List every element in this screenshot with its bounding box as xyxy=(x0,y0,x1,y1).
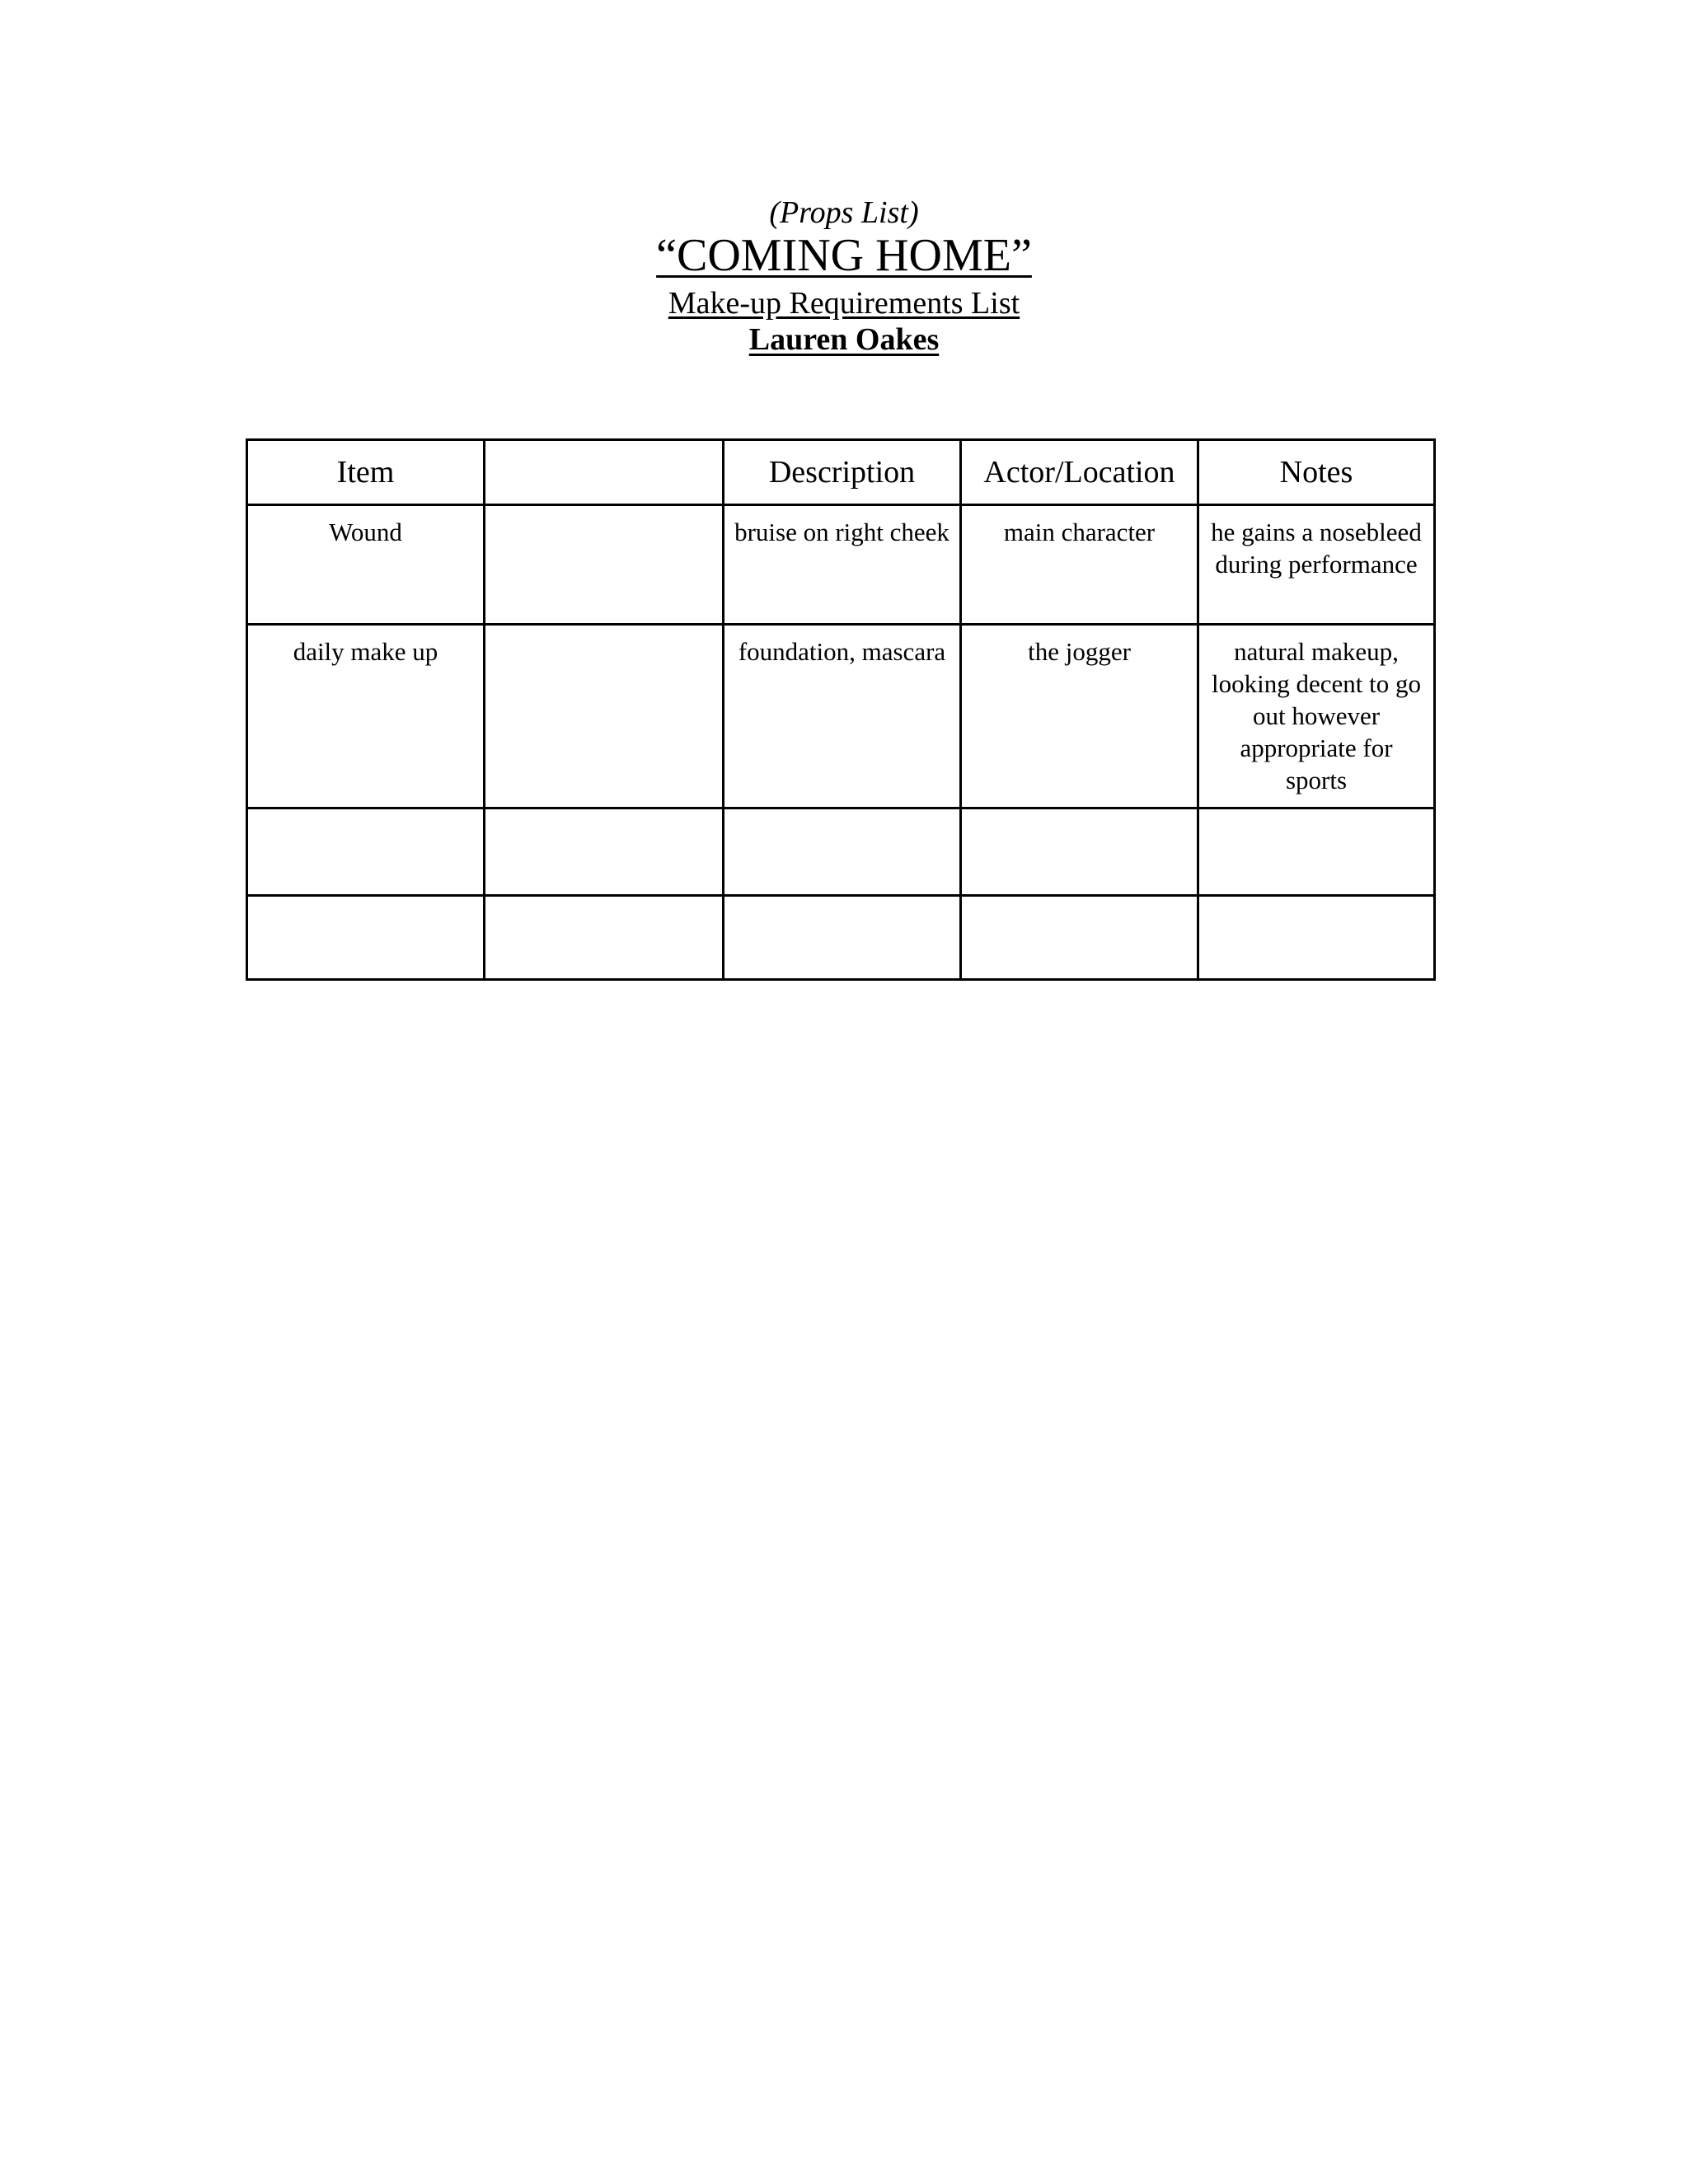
cell-actor-location: the jogger xyxy=(961,625,1198,808)
cell-item: Wound xyxy=(247,505,485,625)
cell-notes xyxy=(1198,808,1435,896)
cell-description xyxy=(724,808,961,896)
cell-notes xyxy=(1198,896,1435,980)
list-name: Make-up Requirements List xyxy=(668,286,1020,321)
cell-description: bruise on right cheek xyxy=(724,505,961,625)
header-item: Item xyxy=(247,440,485,505)
cell-blank xyxy=(485,896,724,980)
table-row xyxy=(247,896,1435,980)
cell-item: daily make up xyxy=(247,625,485,808)
cell-item xyxy=(247,808,485,896)
cell-description xyxy=(724,896,961,980)
cell-blank xyxy=(485,625,724,808)
cell-blank xyxy=(485,808,724,896)
cell-actor-location xyxy=(961,808,1198,896)
header-description: Description xyxy=(724,440,961,505)
cell-item xyxy=(247,896,485,980)
cell-blank xyxy=(485,505,724,625)
cell-notes: he gains a nosebleed during performance xyxy=(1198,505,1435,625)
document-title: “COMING HOME” xyxy=(656,230,1032,281)
cell-actor-location xyxy=(961,896,1198,980)
header-notes: Notes xyxy=(1198,440,1435,505)
header-actor-location: Actor/Location xyxy=(961,440,1198,505)
document-subtitle: (Props List) xyxy=(769,195,919,230)
author-name: Lauren Oakes xyxy=(748,322,940,357)
cell-notes: natural makeup, looking decent to go out however appropriate for sports xyxy=(1198,625,1435,808)
table-row xyxy=(247,808,1435,896)
cell-description: foundation, mascara xyxy=(724,625,961,808)
header-blank xyxy=(485,440,724,505)
makeup-requirements-table xyxy=(246,438,1436,981)
table-row xyxy=(247,625,1435,808)
table-header-row xyxy=(247,440,1435,505)
table-row xyxy=(247,505,1435,625)
cell-actor-location: main character xyxy=(961,505,1198,625)
